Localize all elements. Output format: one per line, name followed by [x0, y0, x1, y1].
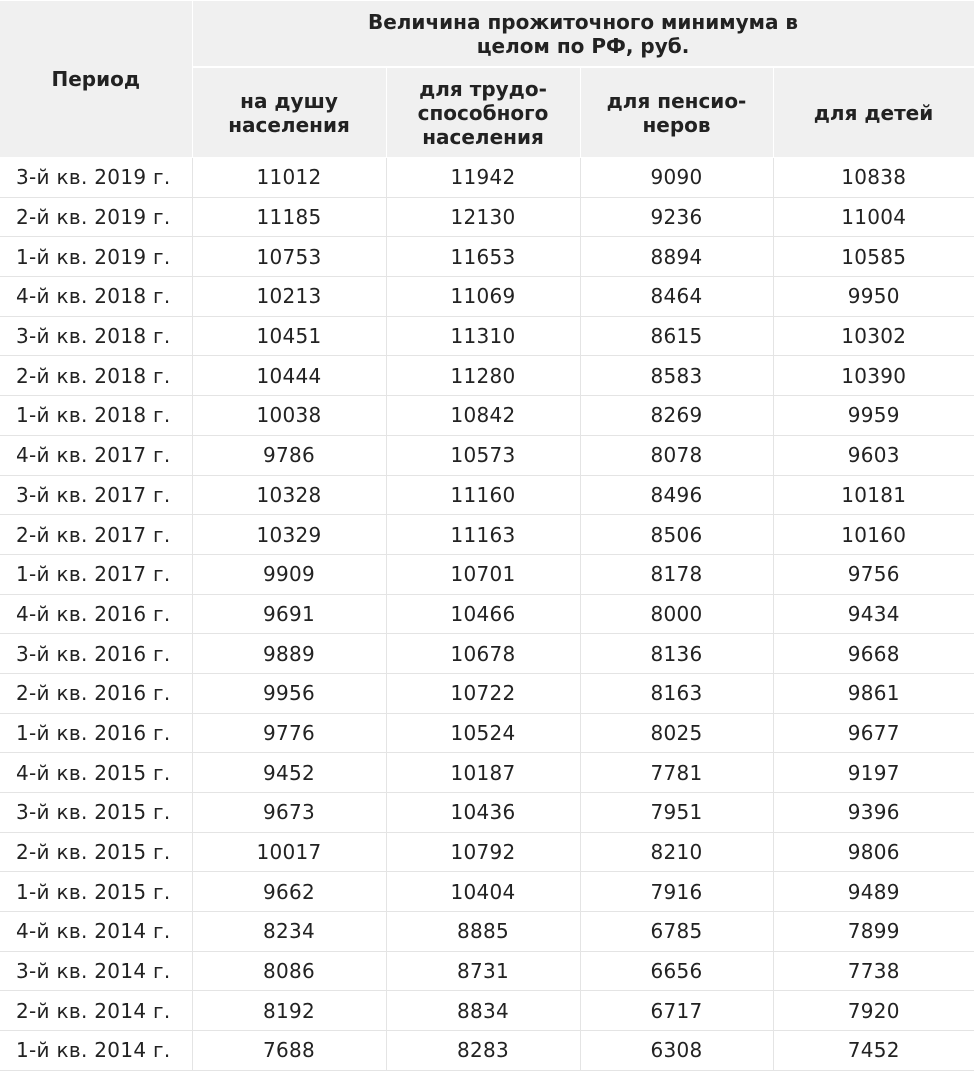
per-capita-cell: 10753 — [192, 237, 386, 277]
period-cell: 4-й кв. 2015 г. — [0, 753, 192, 793]
period-cell: 2-й кв. 2015 г. — [0, 832, 192, 872]
period-cell: 3-й кв. 2019 г. — [0, 158, 192, 198]
per-capita-cell: 9909 — [192, 554, 386, 594]
working-age-cell: 10404 — [386, 872, 580, 912]
per-capita-cell: 11012 — [192, 158, 386, 198]
children-cell: 9806 — [773, 832, 974, 872]
pensioners-cell: 8269 — [580, 396, 773, 436]
per-capita-cell: 10329 — [192, 515, 386, 555]
working-age-column-header — [386, 67, 580, 158]
children-cell: 10181 — [773, 475, 974, 515]
working-age-cell: 8731 — [386, 951, 580, 991]
header-line: для пенсио- — [606, 88, 747, 113]
table-body — [0, 158, 974, 1071]
pensioners-cell: 6717 — [580, 991, 773, 1031]
table-row — [0, 951, 974, 991]
header-line: неров — [642, 112, 711, 137]
period-cell: 4-й кв. 2014 г. — [0, 912, 192, 952]
pensioners-cell: 8136 — [580, 634, 773, 674]
per-capita-cell: 10213 — [192, 277, 386, 317]
children-cell: 9603 — [773, 435, 974, 475]
pensioners-column-header — [580, 67, 773, 158]
table-row — [0, 872, 974, 912]
working-age-cell: 11653 — [386, 237, 580, 277]
children-cell: 9434 — [773, 594, 974, 634]
pensioners-cell: 9236 — [580, 197, 773, 237]
pensioners-cell: 8210 — [580, 832, 773, 872]
per-capita-cell: 9452 — [192, 753, 386, 793]
table-row — [0, 435, 974, 475]
pensioners-cell: 8583 — [580, 356, 773, 396]
period-cell: 1-й кв. 2015 г. — [0, 872, 192, 912]
table-row — [0, 237, 974, 277]
group-header-line: Величина прожиточного минимума в — [367, 9, 799, 34]
working-age-cell: 10722 — [386, 673, 580, 713]
children-cell: 9396 — [773, 793, 974, 833]
working-age-cell: 10524 — [386, 713, 580, 753]
per-capita-cell: 9673 — [192, 793, 386, 833]
table-row — [0, 594, 974, 634]
period-cell: 1-й кв. 2017 г. — [0, 554, 192, 594]
pensioners-cell: 8163 — [580, 673, 773, 713]
period-cell: 1-й кв. 2016 г. — [0, 713, 192, 753]
working-age-cell: 11160 — [386, 475, 580, 515]
working-age-cell: 8283 — [386, 1031, 580, 1071]
per-capita-cell: 8086 — [192, 951, 386, 991]
working-age-cell: 10701 — [386, 554, 580, 594]
working-age-cell: 12130 — [386, 197, 580, 237]
period-cell: 3-й кв. 2014 г. — [0, 951, 192, 991]
table-row — [0, 475, 974, 515]
header-line: населения — [228, 112, 350, 137]
per-capita-cell: 10038 — [192, 396, 386, 436]
children-cell: 10390 — [773, 356, 974, 396]
working-age-cell: 11280 — [386, 356, 580, 396]
table-row — [0, 158, 974, 198]
table-row — [0, 515, 974, 555]
working-age-cell: 10842 — [386, 396, 580, 436]
pensioners-cell: 8506 — [580, 515, 773, 555]
children-cell: 10302 — [773, 316, 974, 356]
table-row — [0, 634, 974, 674]
group-header — [192, 1, 974, 68]
period-cell: 4-й кв. 2017 г. — [0, 435, 192, 475]
per-capita-cell: 9956 — [192, 673, 386, 713]
per-capita-cell: 10328 — [192, 475, 386, 515]
per-capita-cell: 9662 — [192, 872, 386, 912]
table-row — [0, 1031, 974, 1071]
table-row — [0, 356, 974, 396]
period-cell: 2-й кв. 2017 г. — [0, 515, 192, 555]
table-row — [0, 713, 974, 753]
children-cell: 10838 — [773, 158, 974, 198]
table-row — [0, 197, 974, 237]
period-cell: 4-й кв. 2018 г. — [0, 277, 192, 317]
pensioners-cell: 7951 — [580, 793, 773, 833]
working-age-cell: 10573 — [386, 435, 580, 475]
pensioners-cell: 6656 — [580, 951, 773, 991]
table-row — [0, 277, 974, 317]
working-age-cell: 10678 — [386, 634, 580, 674]
per-capita-cell: 9776 — [192, 713, 386, 753]
children-cell: 7899 — [773, 912, 974, 952]
pensioners-cell: 7781 — [580, 753, 773, 793]
table-row — [0, 991, 974, 1031]
period-cell: 3-й кв. 2015 г. — [0, 793, 192, 833]
children-cell: 7920 — [773, 991, 974, 1031]
header-line: населения — [422, 124, 544, 149]
pensioners-cell: 7916 — [580, 872, 773, 912]
children-cell: 10160 — [773, 515, 974, 555]
pensioners-cell: 8078 — [580, 435, 773, 475]
per-capita-cell: 10017 — [192, 832, 386, 872]
table-row — [0, 912, 974, 952]
working-age-cell: 10187 — [386, 753, 580, 793]
pensioners-cell: 8025 — [580, 713, 773, 753]
per-capita-column-header — [192, 67, 386, 158]
period-header-label: Период — [51, 67, 141, 91]
working-age-cell: 10466 — [386, 594, 580, 634]
working-age-cell: 11069 — [386, 277, 580, 317]
table-row — [0, 316, 974, 356]
children-cell: 9756 — [773, 554, 974, 594]
children-cell: 9677 — [773, 713, 974, 753]
per-capita-cell: 9889 — [192, 634, 386, 674]
header-line: на душу — [240, 88, 338, 113]
group-header-line: целом по РФ, руб. — [476, 33, 690, 58]
working-age-cell: 11942 — [386, 158, 580, 198]
table-header — [0, 1, 974, 158]
children-cell: 11004 — [773, 197, 974, 237]
working-age-cell: 8885 — [386, 912, 580, 952]
per-capita-cell: 7688 — [192, 1031, 386, 1071]
period-cell: 4-й кв. 2016 г. — [0, 594, 192, 634]
pensioners-cell: 6785 — [580, 912, 773, 952]
header-line: способного — [417, 100, 549, 125]
working-age-cell: 11310 — [386, 316, 580, 356]
period-cell: 1-й кв. 2018 г. — [0, 396, 192, 436]
per-capita-cell: 8192 — [192, 991, 386, 1031]
per-capita-cell: 10444 — [192, 356, 386, 396]
children-cell: 9950 — [773, 277, 974, 317]
pensioners-cell: 8496 — [580, 475, 773, 515]
children-cell: 9668 — [773, 634, 974, 674]
working-age-cell: 10792 — [386, 832, 580, 872]
pensioners-cell: 8000 — [580, 594, 773, 634]
per-capita-cell: 9786 — [192, 435, 386, 475]
table-row — [0, 673, 974, 713]
children-cell: 7452 — [773, 1031, 974, 1071]
per-capita-cell: 11185 — [192, 197, 386, 237]
period-cell: 1-й кв. 2019 г. — [0, 237, 192, 277]
children-cell: 9489 — [773, 872, 974, 912]
pensioners-cell: 8464 — [580, 277, 773, 317]
table-row — [0, 832, 974, 872]
pensioners-cell: 8615 — [580, 316, 773, 356]
children-cell: 9861 — [773, 673, 974, 713]
per-capita-cell: 10451 — [192, 316, 386, 356]
pensioners-cell: 9090 — [580, 158, 773, 198]
period-cell: 3-й кв. 2018 г. — [0, 316, 192, 356]
table-row — [0, 793, 974, 833]
header-line: для трудо- — [419, 76, 547, 101]
table-row — [0, 396, 974, 436]
period-cell: 3-й кв. 2017 г. — [0, 475, 192, 515]
per-capita-cell: 9691 — [192, 594, 386, 634]
period-cell: 2-й кв. 2019 г. — [0, 197, 192, 237]
period-cell: 2-й кв. 2014 г. — [0, 991, 192, 1031]
children-cell: 9197 — [773, 753, 974, 793]
pensioners-cell: 8894 — [580, 237, 773, 277]
period-column-header — [0, 1, 192, 158]
working-age-cell: 10436 — [386, 793, 580, 833]
period-cell: 1-й кв. 2014 г. — [0, 1031, 192, 1071]
children-column-header — [773, 67, 974, 158]
pensioners-cell: 8178 — [580, 554, 773, 594]
children-cell: 7738 — [773, 951, 974, 991]
table-row — [0, 554, 974, 594]
working-age-cell: 8834 — [386, 991, 580, 1031]
period-cell: 3-й кв. 2016 г. — [0, 634, 192, 674]
header-line: для детей — [813, 100, 934, 125]
period-cell: 2-й кв. 2016 г. — [0, 673, 192, 713]
period-cell: 2-й кв. 2018 г. — [0, 356, 192, 396]
pensioners-cell: 6308 — [580, 1031, 773, 1071]
children-cell: 10585 — [773, 237, 974, 277]
per-capita-cell: 8234 — [192, 912, 386, 952]
working-age-cell: 11163 — [386, 515, 580, 555]
children-cell: 9959 — [773, 396, 974, 436]
table-row — [0, 753, 974, 793]
